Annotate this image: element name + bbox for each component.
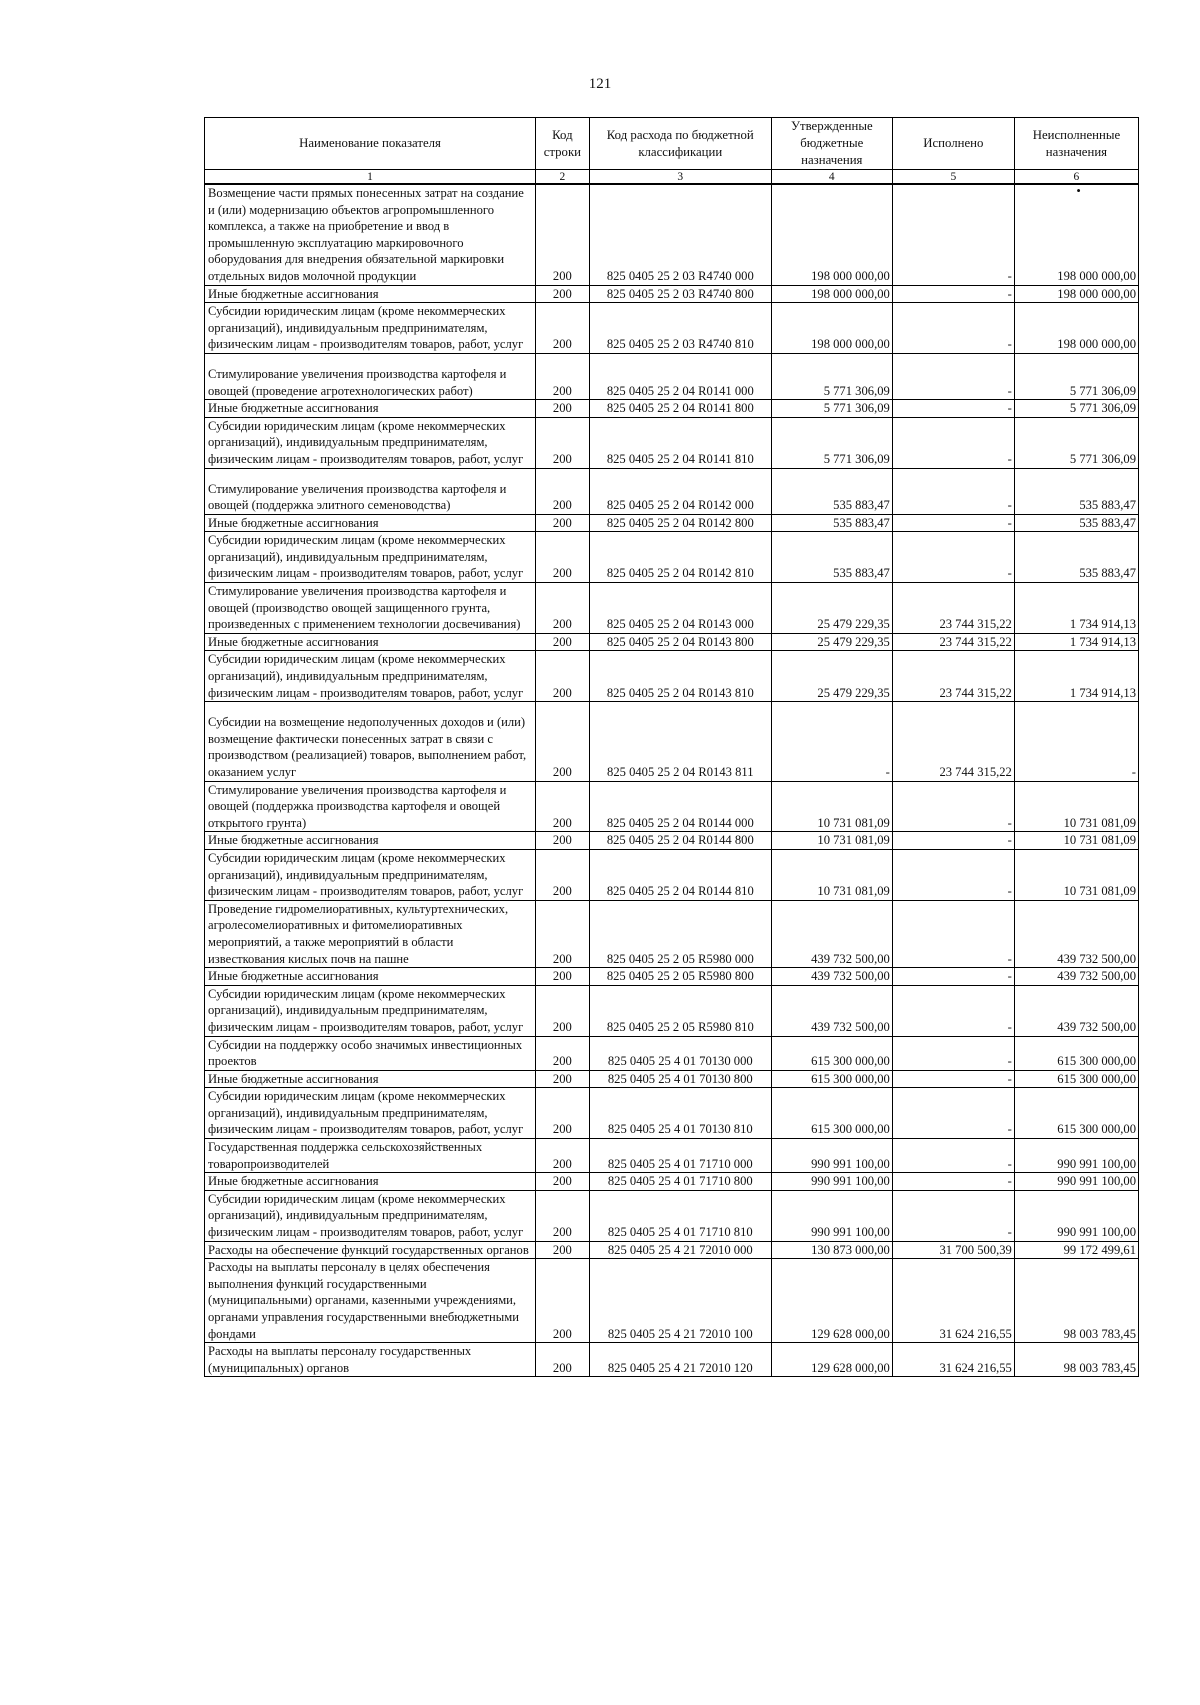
row-classification-code: 825 0405 25 2 04 R0144 800: [589, 832, 771, 850]
row-unexecuted-amount: 990 991 100,00: [1014, 1139, 1138, 1173]
table-row: [205, 468, 1139, 514]
table-row: [205, 353, 1139, 399]
column-number-row: [205, 170, 1139, 185]
row-approved-amount: 990 991 100,00: [771, 1190, 892, 1241]
row-name: Проведение гидромелиоративных, культуртехнических, агролесомелиоративных и фитомелиоративных мероприятий, а также мероприятий в области известкования кислых почв на пашне: [205, 900, 536, 967]
row-approved-amount: 439 732 500,00: [771, 968, 892, 986]
row-approved-amount: -: [771, 702, 892, 781]
row-unexecuted-amount: [1014, 184, 1138, 285]
row-code: 200: [535, 184, 589, 285]
table-row: [205, 900, 1139, 967]
row-executed-amount: 31 624 216,55: [892, 1343, 1014, 1377]
row-executed-amount: -: [892, 900, 1014, 967]
row-approved-amount: 10 731 081,09: [771, 849, 892, 900]
row-classification-code: 825 0405 25 4 01 70130 810: [589, 1088, 771, 1139]
header-unexecuted: Неисполненные назначения: [1014, 118, 1138, 170]
row-unexecuted-amount: 990 991 100,00: [1014, 1173, 1138, 1191]
table-row: [205, 849, 1139, 900]
table-row: [205, 968, 1139, 986]
table-row: [205, 400, 1139, 418]
row-approved-amount: 5 771 306,09: [771, 400, 892, 418]
row-classification-code: 825 0405 25 4 21 72010 100: [589, 1259, 771, 1343]
row-executed-amount: -: [892, 417, 1014, 468]
row-name: Субсидии на возмещение недополученных доходов и (или) возмещение фактически понесенных затрат в связи с производством (реализацией) товаров, выполнением работ, оказанием услуг: [205, 702, 536, 781]
row-name: Субсидии юридическим лицам (кроме некоммерческих организаций), индивидуальным предпринимателям, физическим лицам - производителям товаров, работ, услуг: [205, 417, 536, 468]
table-row: [205, 1343, 1139, 1377]
row-code: 200: [535, 1259, 589, 1343]
row-unexecuted-amount: 10 731 081,09: [1014, 832, 1138, 850]
header-code: Код строки: [535, 118, 589, 170]
row-classification-code: 825 0405 25 2 05 R5980 000: [589, 900, 771, 967]
row-name: Стимулирование увеличения производства картофеля и овощей (проведение агротехнологических работ): [205, 353, 536, 399]
row-unexecuted-amount: 439 732 500,00: [1014, 968, 1138, 986]
row-unexecuted-amount: 1 734 914,13: [1014, 633, 1138, 651]
row-classification-code: 825 0405 25 2 04 R0142 000: [589, 468, 771, 514]
row-unexecuted-amount: 99 172 499,61: [1014, 1241, 1138, 1259]
column-number: 2: [535, 170, 589, 185]
row-approved-amount: 439 732 500,00: [771, 900, 892, 967]
row-unexecuted-amount: 98 003 783,45: [1014, 1259, 1138, 1343]
row-code: 200: [535, 303, 589, 354]
row-unexecuted-amount: 1 734 914,13: [1014, 583, 1138, 634]
row-unexecuted-amount: 439 732 500,00: [1014, 985, 1138, 1036]
table-row: [205, 532, 1139, 583]
table-row: [205, 1070, 1139, 1088]
table-row: [205, 832, 1139, 850]
row-executed-amount: -: [892, 1139, 1014, 1173]
row-executed-amount: 31 624 216,55: [892, 1259, 1014, 1343]
row-approved-amount: 25 479 229,35: [771, 651, 892, 702]
row-code: 200: [535, 583, 589, 634]
row-approved-amount: 990 991 100,00: [771, 1173, 892, 1191]
row-name: Субсидии юридическим лицам (кроме некоммерческих организаций), индивидуальным предпринимателям, физическим лицам - производителям товаров, работ, услуг: [205, 1190, 536, 1241]
row-unexecuted-amount: 615 300 000,00: [1014, 1070, 1138, 1088]
row-executed-amount: -: [892, 1070, 1014, 1088]
table-row: [205, 1173, 1139, 1191]
table-row: [205, 781, 1139, 832]
row-executed-amount: -: [892, 968, 1014, 986]
row-code: 200: [535, 514, 589, 532]
table-row: [205, 633, 1139, 651]
row-classification-code: 825 0405 25 2 04 R0143 810: [589, 651, 771, 702]
row-unexecuted-amount: 535 883,47: [1014, 468, 1138, 514]
table-row: [205, 184, 1139, 285]
column-number: 5: [892, 170, 1014, 185]
header-name: Наименование показателя: [205, 118, 536, 170]
row-name: Субсидии юридическим лицам (кроме некоммерческих организаций), индивидуальным предпринимателям, физическим лицам - производителям товаров, работ, услуг: [205, 985, 536, 1036]
row-code: 200: [535, 702, 589, 781]
row-name: Иные бюджетные ассигнования: [205, 1173, 536, 1191]
table-row: [205, 1088, 1139, 1139]
row-executed-amount: -: [892, 353, 1014, 399]
row-executed-amount: 23 744 315,22: [892, 702, 1014, 781]
row-unexecuted-amount: 98 003 783,45: [1014, 1343, 1138, 1377]
row-code: 200: [535, 468, 589, 514]
row-code: 200: [535, 532, 589, 583]
row-code: 200: [535, 1036, 589, 1070]
table-row: [205, 985, 1139, 1036]
row-name: Иные бюджетные ассигнования: [205, 514, 536, 532]
row-executed-amount: 31 700 500,39: [892, 1241, 1014, 1259]
row-code: 200: [535, 400, 589, 418]
row-approved-amount: 198 000 000,00: [771, 303, 892, 354]
row-name: Расходы на выплаты персоналу в целях обеспечения выполнения функций государственными (муниципальными) органами, казенными учреждениями, органами управления государственными внебюджетными фондами: [205, 1259, 536, 1343]
row-code: 200: [535, 1070, 589, 1088]
row-classification-code: 825 0405 25 2 03 R4740 000: [589, 184, 771, 285]
header-approved: Утвержденные бюджетные назначения: [771, 118, 892, 170]
row-code: 200: [535, 651, 589, 702]
row-executed-amount: -: [892, 303, 1014, 354]
row-unexecuted-amount: 990 991 100,00: [1014, 1190, 1138, 1241]
row-classification-code: 825 0405 25 2 04 R0143 800: [589, 633, 771, 651]
row-name: Субсидии юридическим лицам (кроме некоммерческих организаций), индивидуальным предпринимателям, физическим лицам - производителям товаров, работ, услуг: [205, 303, 536, 354]
row-code: 200: [535, 849, 589, 900]
row-name: Иные бюджетные ассигнования: [205, 1070, 536, 1088]
row-classification-code: 825 0405 25 2 04 R0143 811: [589, 702, 771, 781]
row-code: 200: [535, 781, 589, 832]
row-approved-amount: 535 883,47: [771, 468, 892, 514]
row-executed-amount: -: [892, 400, 1014, 418]
table-row: [205, 1190, 1139, 1241]
table-row: [205, 651, 1139, 702]
row-code: 200: [535, 985, 589, 1036]
row-approved-amount: 10 731 081,09: [771, 781, 892, 832]
row-name: Субсидии юридическим лицам (кроме некоммерческих организаций), индивидуальным предпринимателям, физическим лицам - производителям товаров, работ, услуг: [205, 849, 536, 900]
row-unexecuted-amount: 10 731 081,09: [1014, 849, 1138, 900]
row-name: Расходы на выплаты персоналу государственных (муниципальных) органов: [205, 1343, 536, 1377]
row-classification-code: 825 0405 25 2 03 R4740 800: [589, 285, 771, 303]
row-unexecuted-amount: 198 000 000,00: [1014, 285, 1138, 303]
table-row: [205, 1241, 1139, 1259]
row-classification-code: 825 0405 25 2 04 R0144 000: [589, 781, 771, 832]
budget-table: [204, 117, 1139, 1377]
row-classification-code: 825 0405 25 4 21 72010 120: [589, 1343, 771, 1377]
row-name: Стимулирование увеличения производства картофеля и овощей (поддержка производства картофеля и овощей открытого грунта): [205, 781, 536, 832]
row-classification-code: 825 0405 25 2 03 R4740 810: [589, 303, 771, 354]
table-row: [205, 1259, 1139, 1343]
column-number: 6: [1014, 170, 1138, 185]
row-code: 200: [535, 1190, 589, 1241]
row-code: 200: [535, 1088, 589, 1139]
row-classification-code: 825 0405 25 2 04 R0141 000: [589, 353, 771, 399]
row-code: 200: [535, 1343, 589, 1377]
row-executed-amount: 23 744 315,22: [892, 651, 1014, 702]
row-unexecuted-amount: -: [1014, 702, 1138, 781]
row-approved-amount: 10 731 081,09: [771, 832, 892, 850]
row-unexecuted-amount: 5 771 306,09: [1014, 417, 1138, 468]
row-name: Расходы на обеспечение функций государственных органов: [205, 1241, 536, 1259]
row-classification-code: 825 0405 25 4 01 71710 000: [589, 1139, 771, 1173]
table-row: [205, 303, 1139, 354]
row-executed-amount: 23 744 315,22: [892, 583, 1014, 634]
row-code: 200: [535, 417, 589, 468]
table-row: [205, 417, 1139, 468]
row-classification-code: 825 0405 25 2 04 R0144 810: [589, 849, 771, 900]
row-approved-amount: 129 628 000,00: [771, 1259, 892, 1343]
row-classification-code: 825 0405 25 2 04 R0141 800: [589, 400, 771, 418]
row-code: 200: [535, 1241, 589, 1259]
row-classification-code: 825 0405 25 2 04 R0142 800: [589, 514, 771, 532]
row-code: 200: [535, 353, 589, 399]
row-classification-code: 825 0405 25 4 01 71710 800: [589, 1173, 771, 1191]
row-executed-amount: -: [892, 849, 1014, 900]
row-unexecuted-amount: 5 771 306,09: [1014, 400, 1138, 418]
row-unexecuted-amount: 615 300 000,00: [1014, 1088, 1138, 1139]
row-name: Субсидии юридическим лицам (кроме некоммерческих организаций), индивидуальным предпринимателям, физическим лицам - производителям товаров, работ, услуг: [205, 532, 536, 583]
column-number: 3: [589, 170, 771, 185]
row-unexecuted-amount: 1 734 914,13: [1014, 651, 1138, 702]
row-classification-code: 825 0405 25 2 05 R5980 800: [589, 968, 771, 986]
row-name: Иные бюджетные ассигнования: [205, 968, 536, 986]
row-approved-amount: 615 300 000,00: [771, 1070, 892, 1088]
row-code: 200: [535, 1139, 589, 1173]
row-name: Субсидии юридическим лицам (кроме некоммерческих организаций), индивидуальным предпринимателям, физическим лицам - производителям товаров, работ, услуг: [205, 1088, 536, 1139]
row-executed-amount: -: [892, 514, 1014, 532]
page-number: 121: [588, 76, 612, 92]
row-code: 200: [535, 832, 589, 850]
table-row: [205, 1036, 1139, 1070]
row-approved-amount: 25 479 229,35: [771, 583, 892, 634]
row-classification-code: 825 0405 25 2 04 R0142 810: [589, 532, 771, 583]
row-unexecuted-amount: 439 732 500,00: [1014, 900, 1138, 967]
row-approved-amount: 535 883,47: [771, 532, 892, 583]
row-executed-amount: -: [892, 781, 1014, 832]
row-classification-code: 825 0405 25 2 04 R0141 810: [589, 417, 771, 468]
table-row: [205, 1139, 1139, 1173]
row-code: 200: [535, 900, 589, 967]
row-approved-amount: 439 732 500,00: [771, 985, 892, 1036]
row-classification-code: 825 0405 25 4 01 70130 000: [589, 1036, 771, 1070]
row-approved-amount: 535 883,47: [771, 514, 892, 532]
row-name: Иные бюджетные ассигнования: [205, 832, 536, 850]
row-unexecuted-value: 198 000 000,00: [1057, 268, 1136, 283]
row-approved-amount: 615 300 000,00: [771, 1036, 892, 1070]
row-executed-amount: -: [892, 184, 1014, 285]
row-code: 200: [535, 633, 589, 651]
header-classification: Код расхода по бюджетной классификации: [589, 118, 771, 170]
row-code: 200: [535, 968, 589, 986]
column-number: 4: [771, 170, 892, 185]
row-unexecuted-amount: 615 300 000,00: [1014, 1036, 1138, 1070]
row-executed-amount: -: [892, 532, 1014, 583]
row-name: Иные бюджетные ассигнования: [205, 633, 536, 651]
row-classification-code: 825 0405 25 2 04 R0143 000: [589, 583, 771, 634]
row-approved-amount: 5 771 306,09: [771, 353, 892, 399]
row-code: 200: [535, 1173, 589, 1191]
row-approved-amount: 5 771 306,09: [771, 417, 892, 468]
row-unexecuted-amount: 10 731 081,09: [1014, 781, 1138, 832]
row-name: Государственная поддержка сельскохозяйственных товаропроизводителей: [205, 1139, 536, 1173]
row-executed-amount: -: [892, 468, 1014, 514]
row-classification-code: 825 0405 25 2 05 R5980 810: [589, 985, 771, 1036]
stray-mark: •: [1076, 184, 1081, 198]
row-name: Стимулирование увеличения производства картофеля и овощей (производство овощей защищенного грунта, произведенных с применением технологии досвечивания): [205, 583, 536, 634]
row-code: 200: [535, 285, 589, 303]
row-name: Иные бюджетные ассигнования: [205, 400, 536, 418]
row-executed-amount: -: [892, 1088, 1014, 1139]
row-executed-amount: -: [892, 1190, 1014, 1241]
row-approved-amount: 25 479 229,35: [771, 633, 892, 651]
row-classification-code: 825 0405 25 4 21 72010 000: [589, 1241, 771, 1259]
row-approved-amount: 990 991 100,00: [771, 1139, 892, 1173]
header-executed: Исполнено: [892, 118, 1014, 170]
row-approved-amount: 615 300 000,00: [771, 1088, 892, 1139]
row-executed-amount: -: [892, 985, 1014, 1036]
row-name: Иные бюджетные ассигнования: [205, 285, 536, 303]
table-row: [205, 702, 1139, 781]
row-unexecuted-amount: 535 883,47: [1014, 532, 1138, 583]
row-executed-amount: -: [892, 832, 1014, 850]
row-approved-amount: 129 628 000,00: [771, 1343, 892, 1377]
row-unexecuted-amount: 198 000 000,00: [1014, 303, 1138, 354]
row-executed-amount: -: [892, 285, 1014, 303]
table-header-row: [205, 118, 1139, 170]
row-executed-amount: -: [892, 1036, 1014, 1070]
table-row: [205, 583, 1139, 634]
row-executed-amount: -: [892, 1173, 1014, 1191]
row-executed-amount: 23 744 315,22: [892, 633, 1014, 651]
column-number: 1: [205, 170, 536, 185]
table-body: [205, 184, 1139, 1377]
table-row: [205, 514, 1139, 532]
row-name: Стимулирование увеличения производства картофеля и овощей (поддержка элитного семеноводства): [205, 468, 536, 514]
row-approved-amount: 198 000 000,00: [771, 285, 892, 303]
row-name: Субсидии на поддержку особо значимых инвестиционных проектов: [205, 1036, 536, 1070]
row-name: Субсидии юридическим лицам (кроме некоммерческих организаций), индивидуальным предпринимателям, физическим лицам - производителям товаров, работ, услуг: [205, 651, 536, 702]
row-name: Возмещение части прямых понесенных затрат на создание и (или) модернизацию объектов агропромышленного комплекса, а также на приобретение и ввод в промышленную эксплуатацию маркировочного оборудования для внедрения обязательной маркировки отдельных видов молочной продукции: [205, 184, 536, 285]
row-approved-amount: 130 873 000,00: [771, 1241, 892, 1259]
row-unexecuted-amount: 535 883,47: [1014, 514, 1138, 532]
row-unexecuted-amount: 5 771 306,09: [1014, 353, 1138, 399]
table-row: [205, 285, 1139, 303]
row-approved-amount: 198 000 000,00: [771, 184, 892, 285]
row-classification-code: 825 0405 25 4 01 71710 810: [589, 1190, 771, 1241]
row-classification-code: 825 0405 25 4 01 70130 800: [589, 1070, 771, 1088]
